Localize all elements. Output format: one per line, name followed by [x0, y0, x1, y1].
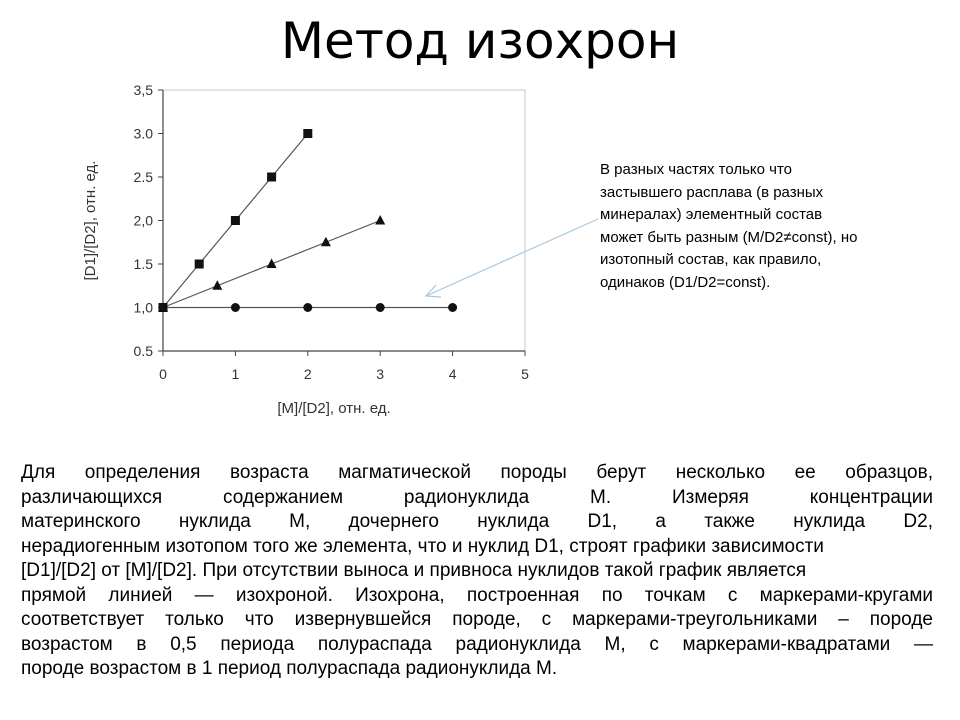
y-tick-label: 2.5 — [133, 169, 153, 185]
y-tick-label: 0.5 — [133, 343, 153, 359]
note-line: застывшего расплава (в разных — [600, 183, 824, 201]
body-line: нерадиогенным изотопом того же элемента, что и нуклид D1, строят графики зависимости — [21, 535, 824, 557]
slide-title: Метод изохрон — [280, 12, 680, 70]
body-line: материнского нуклида М, дочернего нуклида D1, а также нуклида D2, — [21, 511, 933, 532]
note-line: может быть разным (M/D2≠const), но — [600, 228, 858, 246]
note-line: одинаков (D1/D2=const). — [600, 273, 771, 291]
x-tick-label: 0 — [159, 366, 167, 382]
note-line: В разных частях только что — [600, 161, 792, 178]
body-line: [D1]/[D2] от [М]/[D2]. При отсутствии выноса и привноса нуклидов такой график является — [21, 560, 807, 581]
y-axis-label: [D1]/[D2], отн. ед. — [82, 160, 99, 281]
body-line: породе возрастом в 1 период полураспада радионуклида М. — [21, 658, 558, 679]
description-text — [21, 461, 933, 682]
body-line: Для определения возраста магматической породы берут несколько ее образцов, — [21, 462, 933, 483]
y-tick-label: 3,5 — [133, 82, 153, 98]
x-tick-label: 2 — [303, 366, 312, 382]
y-tick-label: 1,0 — [133, 299, 153, 316]
x-tick-label: 1 — [231, 366, 240, 382]
body-line: прямой линией — изохроной. Изохрона, построенная по точкам с маркерами-кругами — [21, 584, 933, 606]
x-tick-label: 3 — [376, 366, 385, 382]
annotation-note — [600, 159, 940, 294]
y-tick-label: 1.5 — [133, 256, 153, 272]
x-tick-label: 4 — [448, 366, 457, 382]
note-line: минералах) элементный состав — [600, 206, 823, 223]
x-tick-label: 5 — [521, 366, 529, 382]
y-tick-label: 3.0 — [133, 125, 153, 142]
body-line: возрастом в 0,5 периода полураспада радионуклида М, с маркерами-квадратами — — [21, 633, 933, 655]
body-line: различающихся содержанием радионуклида М. Измеряя концентрации — [21, 486, 933, 508]
y-tick-label: 2,0 — [133, 212, 153, 229]
body-line: соответствует только что извернувшейся породе, с маркерами-треугольниками – породе — [21, 609, 933, 630]
x-axis-label: [M]/[D2], отн. ед. — [277, 400, 391, 417]
note-line: изотопный состав, как правило, — [600, 251, 822, 268]
